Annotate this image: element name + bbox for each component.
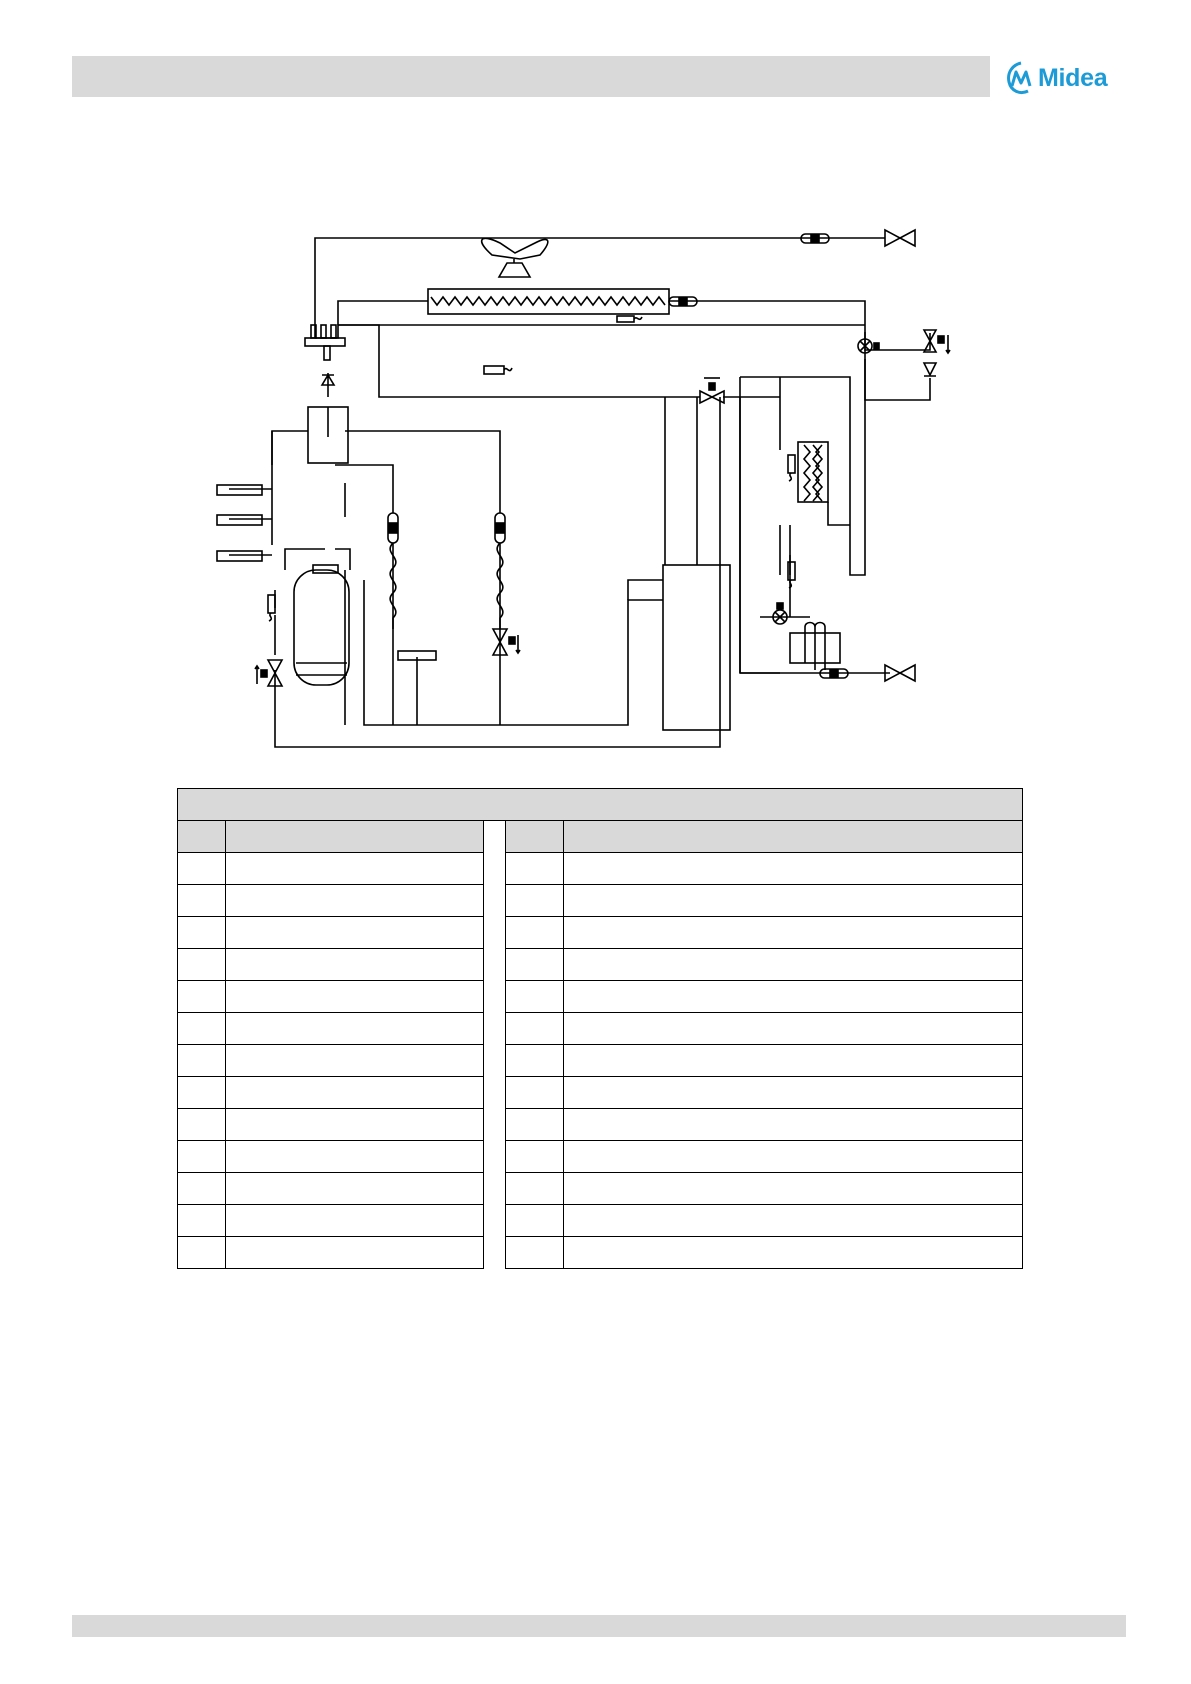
gas-liquid-separator-icon [628,397,730,730]
temperature-sensor-icon [788,455,795,481]
fan-icon [482,238,548,277]
table-row [178,949,1023,981]
midea-swoosh-icon [1006,61,1036,95]
table-row [178,1045,1023,1077]
check-valve-icon [924,363,936,376]
temperature-sensor-icon [484,366,512,374]
filter-core [830,670,838,677]
midea-logo [1006,56,1116,100]
footer-bar [72,1615,1126,1637]
heat-exchanger-icon [428,289,669,314]
table-title [178,789,1023,821]
check-valve-icon [322,373,334,397]
gas-service-valve-icon [885,230,915,246]
plate-heat-exchanger-icon [798,442,850,525]
table-row [178,853,1023,885]
table-header-row [178,821,1023,853]
pressure-sensor-icon [217,485,262,495]
table-row [178,1205,1023,1237]
header-cell [564,821,1023,853]
table-row [178,885,1023,917]
table-row [178,1237,1023,1269]
pressure-sensor-icon [217,551,262,561]
filter-core [389,523,397,533]
table-row [178,917,1023,949]
refrigerant-piping-diagram [200,225,980,755]
header-cell [506,821,564,853]
electronic-expansion-valve-icon [858,339,879,353]
table-title-row [178,789,1023,821]
table-row [178,1173,1023,1205]
table-row [178,1109,1023,1141]
heat-exchanger-icon [790,623,840,671]
table-row [178,1077,1023,1109]
solenoid-valve-icon [255,660,282,686]
temperature-sensor-icon [617,316,642,322]
filter-core [811,235,819,242]
logo-text: Midea [1038,63,1108,92]
electronic-expansion-valve-icon [773,603,787,624]
filter-core [679,298,687,305]
header-cell [178,821,226,853]
four-way-valve-icon [305,325,345,360]
table-spacer [484,821,506,1269]
temperature-sensor-icon [788,562,795,588]
solenoid-valve-icon [493,629,520,655]
compressor-icon [285,549,350,685]
temperature-sensor-icon [268,595,275,621]
parts-table [177,788,1023,1269]
header-cell [226,821,484,853]
header-bar [72,56,990,97]
filter-core [496,523,504,533]
table-row [178,981,1023,1013]
pressure-sensor-icon [217,515,262,525]
table-row [178,1013,1023,1045]
table-row [178,1141,1023,1173]
